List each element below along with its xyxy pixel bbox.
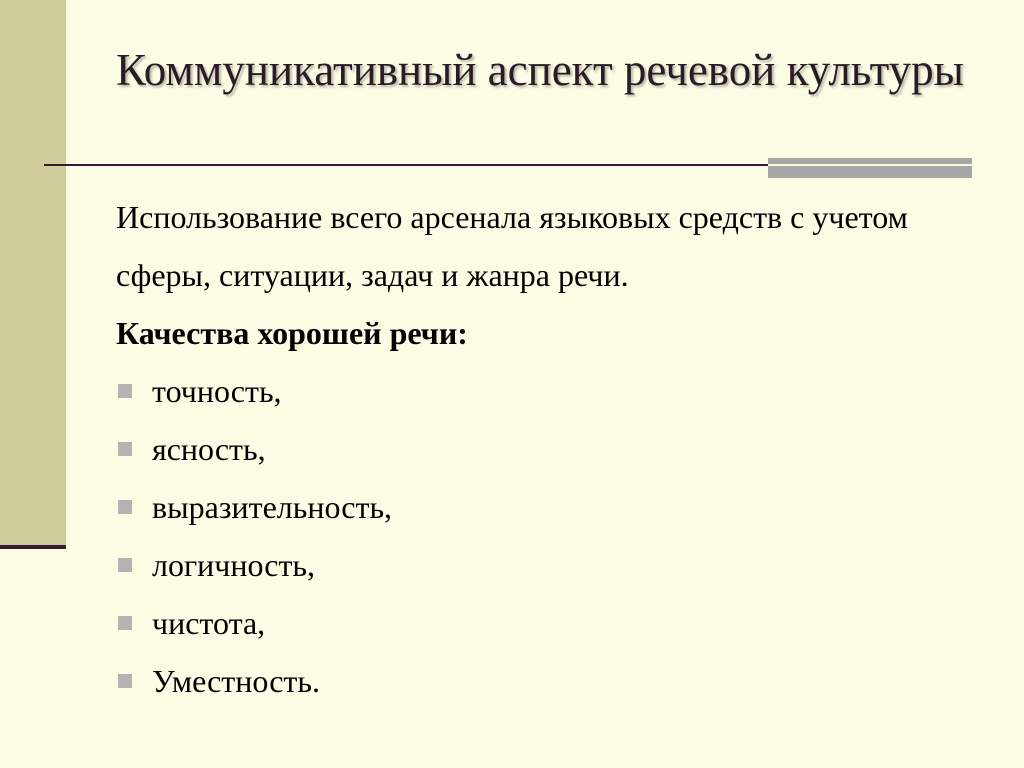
qualities-list: [116, 362, 976, 710]
square-bullet-icon: [118, 616, 132, 630]
square-bullet-icon: [118, 674, 132, 688]
title-divider-accent-bottom: [768, 166, 972, 178]
slide-title: Коммуникативный аспект речевой культуры: [116, 45, 964, 95]
title-divider: [44, 164, 768, 166]
list-item-text: ясность,: [152, 431, 266, 467]
square-bullet-icon: [118, 500, 132, 514]
list-item: [116, 478, 976, 536]
definition-paragraph: Использование всего арсенала языковых средств с учетом сферы, ситуации, задач и жанра речи.: [116, 199, 908, 293]
list-item-text: логичность,: [152, 547, 316, 583]
list-item: [116, 536, 976, 594]
list-item: [116, 362, 976, 420]
qualities-heading: Качества хорошей речи:: [116, 315, 468, 351]
left-decorative-band: [0, 0, 66, 546]
list-item: [116, 594, 976, 652]
list-item-text: чистота,: [152, 605, 266, 641]
list-item-text: Уместность.: [152, 663, 320, 699]
slide-body: [116, 188, 976, 710]
list-item-text: выразительность,: [152, 489, 393, 525]
list-item: [116, 652, 976, 710]
left-band-rule: [0, 545, 66, 549]
square-bullet-icon: [118, 384, 132, 398]
list-item-text: точность,: [152, 373, 282, 409]
list-item: [116, 420, 976, 478]
square-bullet-icon: [118, 558, 132, 572]
square-bullet-icon: [118, 442, 132, 456]
